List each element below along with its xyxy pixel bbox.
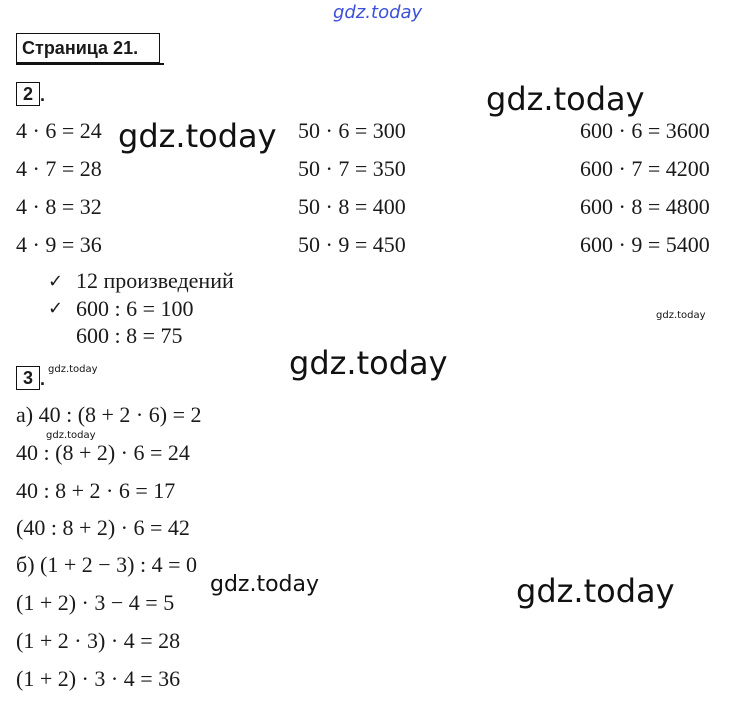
header-underline (16, 63, 164, 65)
task3-expression: а) 40 : (8 + 2 · 6) = 2 (16, 402, 202, 427)
check-icon: ✓ (48, 298, 64, 319)
task2-number-dot: . (40, 85, 46, 105)
page-header (16, 33, 160, 63)
task3-expression: (1 + 2) · 3 − 4 = 5 (16, 590, 175, 615)
task3-number-dot: . (40, 369, 46, 389)
task2-equation: 600 · 8 = 4800 (580, 194, 710, 219)
task2-equation: 50 · 6 = 300 (298, 118, 406, 143)
task2-equation: 600 · 9 = 5400 (580, 232, 710, 257)
task3-expression: 40 : (8 + 2) · 6 = 24 (16, 440, 190, 465)
task3-expression: 40 : 8 + 2 · 6 = 17 (16, 478, 176, 503)
watermark: gdz.today (46, 430, 96, 441)
task3-number: 3 (22, 368, 33, 388)
task2-number-box (16, 82, 40, 106)
task2-equation: 4 · 8 = 32 (16, 194, 102, 219)
task2-note-division: 600 : 8 = 75 (76, 323, 183, 348)
check-icon: ✓ (48, 271, 64, 292)
task2-number: 2 (22, 84, 33, 104)
task2-equation: 4 · 6 = 24 (16, 118, 102, 143)
watermark: gdz.today (516, 572, 675, 610)
page-title: Страница 21 (22, 38, 134, 58)
task3-expression: (1 + 2 · 3) · 4 = 28 (16, 628, 181, 653)
watermark: gdz.today (48, 364, 98, 375)
watermark: gdz.today (656, 310, 706, 321)
watermark: gdz.today (210, 572, 320, 597)
task2-equation: 600 · 7 = 4200 (580, 156, 710, 181)
task2-equation: 4 · 9 = 36 (16, 232, 102, 257)
watermark: gdz.today (486, 80, 645, 118)
watermark: gdz.today (118, 117, 277, 155)
watermark: gdz.today (289, 344, 448, 382)
task2-equation: 50 · 8 = 400 (298, 194, 406, 219)
watermark-top: gdz.today (333, 2, 423, 23)
task3-expression: (1 + 2) · 3 · 4 = 36 (16, 666, 181, 691)
task3-expression: б) (1 + 2 − 3) : 4 = 0 (16, 552, 198, 577)
task2-equation: 600 · 6 = 3600 (580, 118, 710, 143)
task2-equation: 4 · 7 = 28 (16, 156, 102, 181)
task3-number-box (16, 366, 40, 390)
task2-note-products: 12 произведений (76, 268, 234, 293)
task2-equation: 50 · 9 = 450 (298, 232, 406, 257)
page-title-dot: . (133, 38, 139, 58)
task2-note-division: 600 : 6 = 100 (76, 296, 194, 321)
task3-expression: (40 : 8 + 2) · 6 = 42 (16, 515, 190, 540)
task2-equation: 50 · 7 = 350 (298, 156, 406, 181)
